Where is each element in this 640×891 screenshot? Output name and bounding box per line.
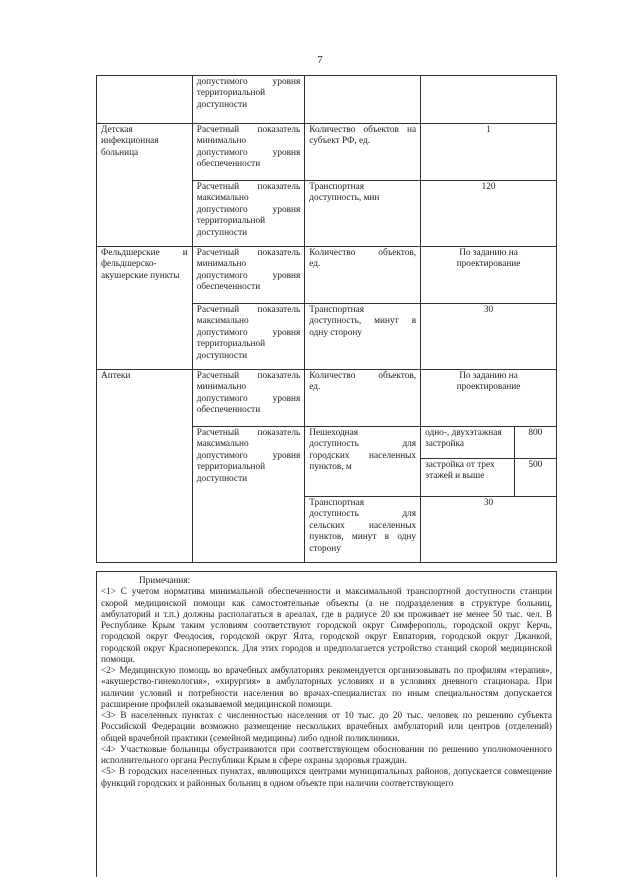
value-cell: По заданию на проектирование (421, 370, 557, 427)
value-cell: 500 (514, 459, 556, 497)
notes-section (96, 571, 557, 877)
parameter-cell: Количество объектов, ед. (305, 370, 421, 427)
notes-heading: Примечания: (139, 575, 191, 585)
indicator-cell: Расчетный показатель максимально допустимого уровня территориальной доступности (192, 427, 304, 563)
indicator-cell: Расчетный показатель максимально допустимого уровня территориальной доступности (192, 304, 304, 370)
parameter-cell: Транспортная доступность, мин (305, 181, 421, 247)
facility-name: Детская инфекционная больница (97, 124, 193, 247)
facility-name: Фельдшерские и фельдшерско- акушерские пункты (97, 247, 193, 370)
table-row (97, 370, 557, 427)
value-cell: 1 (421, 124, 557, 181)
parameter-cell: Пешеходная доступность для городских населенных пунктов, м (305, 427, 421, 497)
parameter-cell: Количество объектов на субъект РФ, ед. (305, 124, 421, 181)
value-cell: По заданию на проектирование (421, 247, 557, 304)
value-cell: 120 (421, 181, 557, 247)
indicator-cell: Расчетный показатель минимально допустимого уровня обеспеченности (192, 370, 304, 427)
parameter-cell: Транспортная доступность для сельских населенных пунктов, минут в одну сторону (305, 497, 421, 563)
sub-label-cell: одно-, двухэтажная застройка (421, 427, 515, 459)
note-item: <1> С учетом норматива минимальной обеспеченности и максимальной транспортной доступности станции скорой медицинской помощи как самостоятельные объекты (а не подразделения в структуре больниц, амбулаторий и т.п.) должны располагаться в ареалах, где в радиусе 20 км проживает не менее 50 тыс. чел. В Республике Крым таким условиям соответствуют городской округ Симферополь, городской округ Керчь, городской округ Феодосия, городской округ Ялта, городской округ Евпатория, городской округ Джанкой, городской округ Красноперекопск. Для этих городов и предполагается устройство станций скорой медицинской помощи. (101, 586, 552, 664)
empty-cell (421, 76, 557, 124)
table-row (97, 124, 557, 181)
note-item: <3> В населенных пунктах с численностью населения от 10 тыс. до 20 тыс. человек по решению субъекта Российской Федерации возможно размещение нескольких врачебных амбулаторий или центров (отделений) общей врачебной практики (семейной медицины) либо одной поликлиники. (101, 710, 552, 743)
value-cell: 30 (421, 304, 557, 370)
indicator-cell: Расчетный показатель максимально допустимого уровня территориальной доступности (192, 181, 304, 247)
indicator-cell: Расчетный показатель минимально допустимого уровня обеспеченности (192, 247, 304, 304)
note-item: <4> Участковые больницы обустраиваются при соответствующем обосновании по решению уполномоченного исполнительного органа Республики Крым в сфере охраны здоровья граждан. (101, 743, 552, 765)
norms-table (96, 75, 557, 563)
table-row (97, 247, 557, 304)
parameter-cell: Количество объектов, ед. (305, 247, 421, 304)
sub-label-cell: застройка от трех этажей и выше (421, 459, 515, 497)
table-row (97, 76, 557, 124)
indicator-cell: Расчетный показатель минимально допустимого уровня обеспеченности (192, 124, 304, 181)
value-cell: 30 (421, 497, 557, 563)
value-cell: 800 (514, 427, 556, 459)
note-item: <2> Медицинскую помощь во врачебных амбулаториях рекомендуется организовывать по профилям «терапия», «акушерство-гинекология», «хирургия» в амбулаторных условиях и в условиях дневного стационара. При наличии условий и потребности населения во врачах-специалистах по иным специальностям допускается расширение профилей оказываемой медицинской помощи. (101, 665, 552, 709)
empty-cell (305, 76, 421, 124)
page-number: 7 (317, 54, 323, 66)
parameter-cell: Транспортная доступность, минут в одну сторону (305, 304, 421, 370)
empty-cell (97, 76, 193, 124)
indicator-cell: допустимого уровня территориальной доступности (192, 76, 304, 124)
facility-name: Аптеки (97, 370, 193, 563)
note-item: <5> В городских населенных пунктах, являющихся центрами муниципальных районов, допускается совмещение функций городских и районных больниц в одном объекте при наличии соответствующего (101, 766, 552, 788)
